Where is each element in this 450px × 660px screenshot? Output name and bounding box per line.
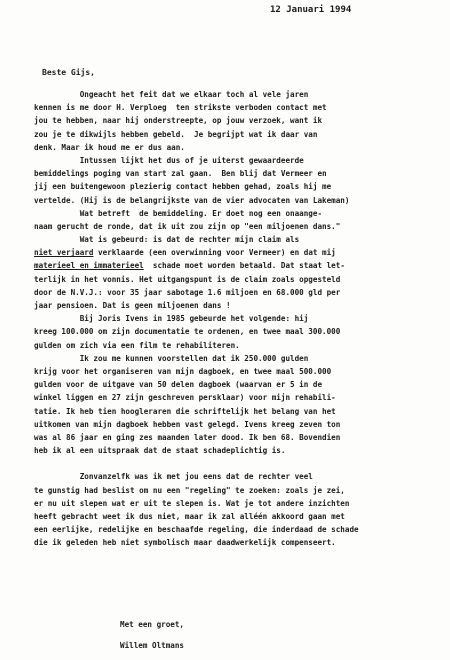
signature: Willem Oltmans xyxy=(120,641,185,650)
letter-line: winkel liggen en 27 zijn geschreven persklaar) voor mijn rehabili- xyxy=(34,393,336,403)
letter-date: 12 Januari 1994 xyxy=(270,5,352,15)
salutation: Beste Gijs, xyxy=(42,68,95,77)
letter-line: gulden voor de uitgave van 50 delen dagboek (waarvan er 5 in de xyxy=(34,380,323,390)
letter-line: denk. Maar ik houd me er dus aan. xyxy=(34,142,185,152)
letter-line: materieel en immaterieel schade moet worden betaald. Dat staat let- xyxy=(34,261,345,271)
letter-body xyxy=(34,88,442,550)
letter-line xyxy=(34,457,442,470)
letter-line: heeft gebracht weet ik dus niet, maar ik zal alléén akkoord gaan met xyxy=(34,512,345,521)
letter-line: Ik zou me kunnen voorstellen dat ik 250.000 gulden xyxy=(34,353,309,363)
letter-line: Wat betreft de bemiddeling. Er doet nog een onaange- xyxy=(34,208,323,218)
letter-line: door de N.V.J.: voor 35 jaar sabotage 1.6 miljoen en 68.000 gld per xyxy=(34,287,341,297)
letter-line: gulden om zich via een film te rehabiliteren. xyxy=(34,340,240,350)
letter-line: vertelde. (Hij is de belangrijkste van de vier advocaten van Lakeman) xyxy=(34,195,350,205)
closing: Met een groet, xyxy=(120,620,185,629)
letter-line: krijg voor het organiseren van mijn dagboek, en twee maal 500.000 xyxy=(34,366,332,376)
letter-line: kreeg 100.000 om zijn documentatie te ordenen, en twee maal 300.000 xyxy=(34,327,341,337)
letter-line: jij een buitengewoon plezierig contact hebben gehad, zoals hij me xyxy=(34,182,332,192)
letter-line: bemiddelings poging van start zal gaan. Ben blij dat Vermeer en xyxy=(34,169,327,179)
letter-line: was al 86 jaar en ging zes maanden later dood. Ik ben 68. Bovendien xyxy=(34,432,341,442)
letter-line: jou te hebben, naar hij onderstreepte, op jouw verzoek, want ik xyxy=(34,116,323,126)
underlined-phrase: materieel en immaterieel xyxy=(34,261,144,271)
letter-line: Ongeacht het feit dat we elkaar toch al vele jaren xyxy=(34,90,309,99)
letter-line: zou je te dikwijls hebben gebeld. Je begrijpt wat ik daar van xyxy=(34,129,318,139)
letter-line: er nu uit slepen wat er uit te slepen is. Wat je tot andere inzichten xyxy=(34,498,350,508)
letter-line: Intussen lijkt het dus of je uiterst gewaardeerde xyxy=(34,155,304,165)
letter-line: die ik geleden heb niet symbolisch maar daadwerkelijk compenseert. xyxy=(34,538,336,548)
letter-line: Wat is gebeurd: is dat de rechter mijn claim als xyxy=(34,235,300,245)
letter-line: niet verjaard verklaarde (een overwinning voor Vermeer) en dat mij xyxy=(34,248,336,258)
letter-line: uitkomen van mijn dagboek hebben vast gelegd. Ivens kreeg zeven ton xyxy=(34,419,341,429)
letter-line: tatie. Ik heb tien hoogleraren die schriftelijk het belang van het xyxy=(34,406,336,416)
letter-line: te gunstig had beslist om nu een "regeling" te zoeken: zoals je zei, xyxy=(34,485,345,495)
letter-line: naam gerucht de ronde, dat ik uit zou zijn op "een miljoenen dans." xyxy=(34,221,341,231)
letter-line: jaar pensioen. Dat is geen miljoenen dans ! xyxy=(34,301,231,310)
letter-line: Bij Joris Ivens in 1985 gebeurde het volgende: hij xyxy=(34,314,309,324)
letter-line: een eerlijke, redelijke en beschaafde regeling, die inderdaad de schade xyxy=(34,525,359,535)
letter-line: Zonvanzelfk was ik met jou eens dat de rechter veel xyxy=(34,472,313,482)
letter-line: heb ik al een uitspraak dat de staat schadeplichtig is. xyxy=(34,446,286,456)
letter-line: terlijk in het vonnis. Het uitgangspunt is de claim zoals opgesteld xyxy=(34,274,341,284)
letter-line: kennen is me door H. Verploeg ten strikste verboden contact met xyxy=(34,103,327,113)
underlined-phrase: niet verjaard xyxy=(34,248,94,258)
